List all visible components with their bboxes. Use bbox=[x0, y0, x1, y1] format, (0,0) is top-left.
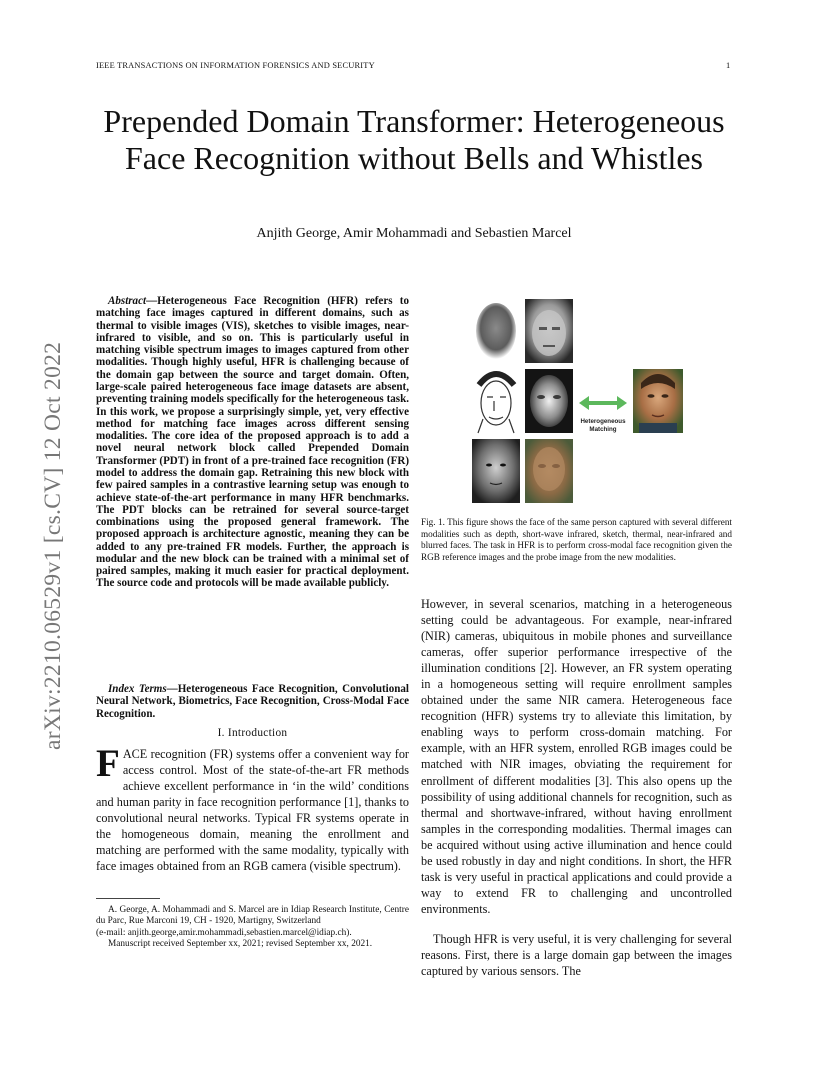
abstract-text: —Heterogeneous Face Recognition (HFR) refers to matching face images captured in different domains, such as thermal to visible images (VIS), sketches to visible images, near-infrared to visible, and so on. This is particularly useful in matching visible spectrum images to images captured from other modalities. Though highly useful, HFR is challenging because of the domain gap between the source and target domain. Often, large-scale paired heterogeneous face image datasets are absent, preventing training models specifically for the heterogeneous task. In this work, we propose a surprisingly simple, yet, very effective method for matching face images across different sensing modalities. The core idea of the proposed approach is to add a novel neural network block called Prepended Domain Transformer (PDT) in front of a pre-trained face recognition (FR) model to address the domain gap. Retraining this new block with few paired samples in a contrastive learning setup was enough to achieve state-of-the-art performance in many HFR benchmarks. The PDT blocks can be retrained for several source-target combinations using the proposed general framework. The proposed approach is architecture agnostic, meaning they can be added to any pre-trained FR models. Further, the approach is modular and the new block can be trained with a minimal set of paired samples, making it much easier for practical deployment. The source code and protocols will be made available publicly. bbox=[96, 295, 409, 590]
thermal-face bbox=[525, 369, 573, 433]
figure-1 bbox=[421, 293, 732, 511]
author-list: Anjith George, Amir Mohammadi and Sebastien Marcel bbox=[256, 226, 572, 241]
footnote-divider bbox=[96, 898, 160, 899]
swir-face bbox=[525, 299, 573, 363]
figure-caption: Fig. 1. This figure shows the face of the same person captured with several different modalities such as depth, short-wave infrared, sketch, thermal, near-infrared and blurred faces. The task in HFR is to perform cross-modal face recognition given the RGB reference images and the probe image from the new modalities. bbox=[421, 517, 732, 563]
depth-face bbox=[472, 299, 520, 363]
running-header: IEEE TRANSACTIONS ON INFORMATION FORENSICS AND SECURITY bbox=[96, 61, 375, 70]
body-paragraph-1: However, in several scenarios, matching in a heterogeneous setting could be advantageous. For example, near-infrared (NIR) cameras, ubiquitous in mobile phones and surveillance cameras, offer superior performance irrespective of the illumination conditions [2]. However, an FR system operating in a homogeneous setting will require enrollment samples obtained under the same NIR camera. Heterogeneous face recognition (HFR) systems try to alleviate this limitation, by enabling ways to perform cross-domain matching. For example, with an HFR system, enrolled RGB images could be matched with NIR images, obviating the requirement for enrollment of different modalities [3]. This also opens up the possibility of using additional channels for recognition, such as thermal and shortwave-infrared, without having enrollment samples in the corresponding modalities. Thermal images can be acquired without using active illumination and hence could be used robustly in day and night conditions. In short, the HFR task is very useful in practical applications and could provide a way to extend FR to challenging and uncontrolled environments. bbox=[421, 597, 732, 916]
arxiv-stamp: arXiv:2210.06529v1 [cs.CV] 12 Oct 2022 bbox=[40, 341, 66, 750]
abstract bbox=[96, 295, 409, 590]
intro-text: ACE recognition (FR) systems offer a convenient way for access control. Most of the state-of-the-art FR methods achieve excellent performance in ‘in the wild’ conditions and human parity in face recognition performance [1], thanks to convolutional neural networks. Typical FR systems operate in the homogeneous domain, meaning the enrollment and matching are performed with the same modality, typically with face images obtained from an RGB camera (visible spectrum). bbox=[96, 747, 409, 874]
arrow-label-line1: Heterogeneous bbox=[580, 418, 626, 425]
index-terms bbox=[96, 683, 409, 720]
sketch-face bbox=[472, 369, 520, 433]
footnote-email: (e-mail: anjith.george,amir.mohammadi,sebastien.marcel@idiap.ch). bbox=[96, 927, 352, 938]
rgb-reference-face bbox=[633, 369, 683, 433]
matching-arrow-icon bbox=[579, 396, 627, 410]
dropcap: F bbox=[96, 742, 120, 785]
index-terms-text: —Heterogeneous Face Recognition, Convolutional Neural Network, Biometrics, Face Recognition, Cross-Modal Face Recognition. bbox=[96, 683, 409, 720]
footnote-affiliation: A. George, A. Mohammadi and S. Marcel are in Idiap Research Institute, Centre du Parc, Rue Marconi 19, CH - 1920, Martigny, Switzerland bbox=[96, 905, 409, 927]
introduction-paragraph bbox=[96, 742, 409, 874]
body-paragraph-2: Though HFR is very useful, it is very challenging for several reasons. First, there is a large domain gap between the images captured by various sensors. The bbox=[421, 932, 732, 979]
index-terms-label: Index Terms bbox=[108, 683, 167, 695]
footnote-manuscript: Manuscript received September xx, 2021; revised September xx, 2021. bbox=[108, 938, 373, 949]
paper-title: Prepended Domain Transformer: Heterogeneous Face Recognition without Bells and Whistles bbox=[103, 103, 725, 176]
section-heading: I. Introduction bbox=[217, 727, 288, 739]
blurred-face bbox=[525, 439, 573, 503]
arrow-label-line2: Matching bbox=[589, 426, 617, 433]
nir-face bbox=[472, 439, 520, 503]
page-number: 1 bbox=[726, 61, 731, 70]
figure-1-image bbox=[421, 293, 732, 511]
abstract-label: Abstract bbox=[108, 295, 147, 307]
footnote bbox=[96, 905, 409, 950]
